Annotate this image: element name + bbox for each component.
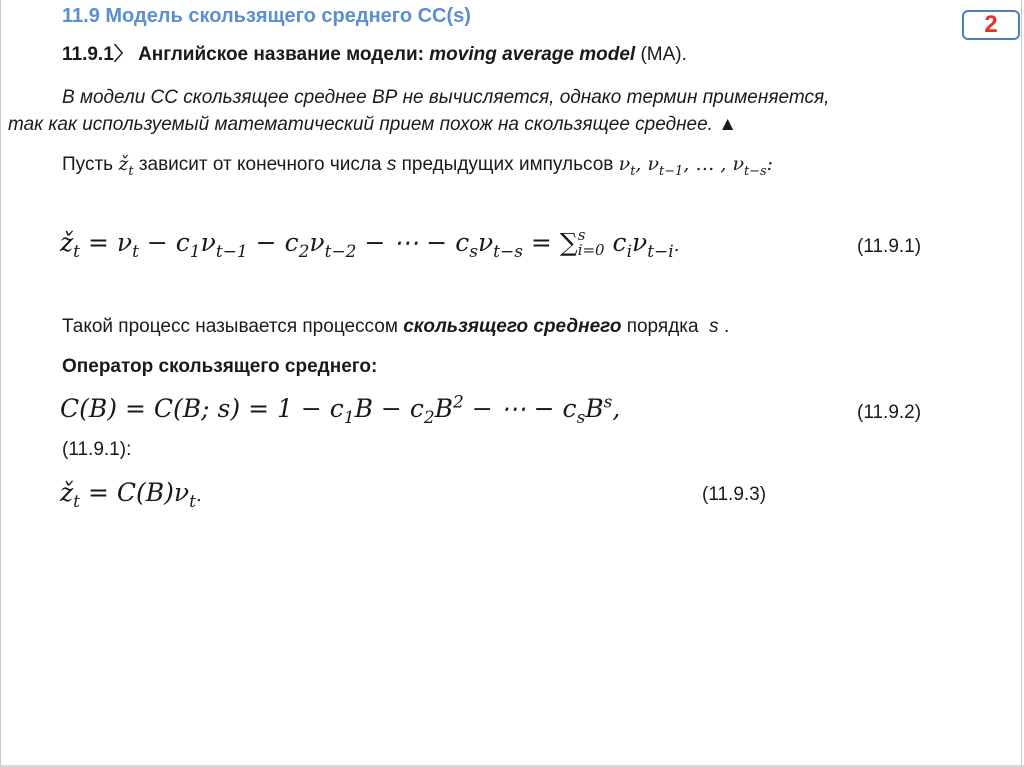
section-title: 11.9 Модель скользящего среднего СС(s)	[62, 5, 471, 27]
equation-11-9-3: $ž_t = C(B)\nu_t$.	[60, 478, 202, 512]
equation-11-9-2: C(B) = C(B; $s) = 1 - c_1B - c_2B^2$ − ⋯ − $c_sB^s$,	[60, 392, 621, 428]
equation-11-9-1: $ž_t = \nu_t - c_1\nu_{t-1} - c_2\nu_{t-2}$ − ⋯ − $c_s\nu_{t-s}$ = ∑ s i=0 $c_i\nu_{t-i}$.	[60, 225, 680, 262]
equation-number-1: (11.9.1)	[857, 236, 922, 257]
slide-border-left	[0, 0, 1, 767]
impulses-list: $\nu_t$, $\nu_{t-1}$, … , $\nu_{t-s}$:	[618, 153, 774, 179]
equation-number-2: (11.9.2)	[857, 402, 922, 423]
process-dot: .	[723, 316, 730, 337]
moving-average-term: скользящего среднего	[403, 316, 622, 337]
english-name-label: Английское название модели:	[138, 44, 424, 65]
dependency-mid: зависит от конечного числа	[138, 154, 382, 175]
page-number-badge: 2	[962, 10, 1020, 40]
process-definition	[62, 315, 729, 339]
dependency-pre: Пусть	[62, 154, 114, 175]
end-of-remark-triangle: ▲	[718, 114, 738, 135]
english-name-value: moving average model	[424, 44, 636, 65]
english-name-line	[62, 43, 687, 67]
item-number: 11.9.1〉	[62, 44, 133, 65]
process-post: порядка	[626, 316, 699, 337]
dependency-post: предыдущих импульсов	[401, 154, 614, 175]
remark-line-2-text: так как используемый математический прием похож на скользящее среднее.	[8, 114, 713, 135]
english-abbr: (МА).	[635, 44, 687, 65]
order-s: s	[386, 154, 397, 175]
process-pre: Такой процесс называется процессом	[62, 316, 398, 337]
equation-reference: (11.9.1):	[62, 439, 132, 460]
remark-line-1: В модели СС скользящее среднее ВР не вычисляется, однако термин применяется,	[62, 87, 830, 108]
equation-number-3: (11.9.3)	[702, 484, 767, 505]
dependency-sentence	[62, 152, 773, 177]
slide-border-right	[1021, 0, 1022, 767]
operator-heading: Оператор скользящего среднего:	[62, 356, 378, 377]
z-t-symbol: $ž_t$	[118, 153, 134, 179]
remark-line-2	[8, 113, 737, 137]
order-s-2: s	[709, 316, 719, 337]
